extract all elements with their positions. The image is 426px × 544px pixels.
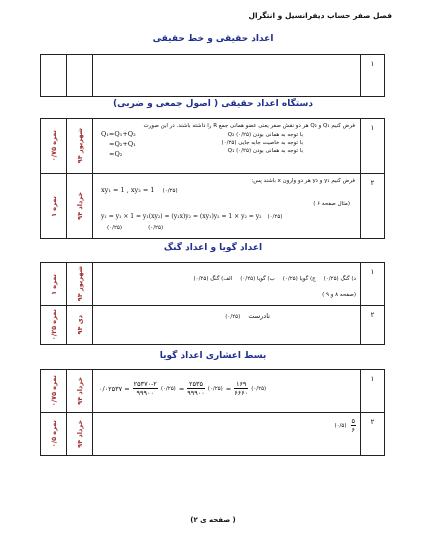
answer-cell: [93, 174, 361, 239]
list-item: الف) گنگ (۰/۲۵): [193, 276, 233, 282]
exam-date: خرداد ۹۴: [75, 420, 84, 448]
answer-intro: فرض کنیم Q₁ و Q₂ هر دو نقش صفر یعنی عضو همانی جمع R را داشته باشند. در این صورت: [143, 123, 355, 129]
question-number: ۱: [361, 263, 385, 306]
equation-line: y₁ = y₁ × 1 = y₁(xy₂) = (y₁x)y₂ = (xy₁)y₂ = 1 × y₂ = y₂: [101, 213, 262, 220]
points-label: (۰/۲۵): [107, 225, 123, 231]
sub-points: [107, 222, 163, 233]
points-label: (۰/۲۵): [236, 132, 252, 138]
score-label: ۰/۷۵ نمره: [49, 130, 58, 162]
points-label: (۰/۲۵): [162, 188, 178, 194]
date-cell: [67, 119, 93, 174]
date-cell: [67, 306, 93, 345]
exam-date: دی ۹۴: [75, 315, 84, 335]
list-item: د) گنگ (۰/۲۵): [323, 276, 356, 282]
question-table-3: [40, 262, 385, 345]
points-label: (۰/۲۵): [221, 140, 237, 146]
date-cell: [67, 370, 93, 413]
list-item: ب) گویا (۰/۲۵): [240, 276, 275, 282]
reason-text: با توجه به خاصیت جابه جایی: [238, 140, 303, 146]
date-cell: [67, 55, 93, 97]
question-number: ۲: [361, 306, 385, 345]
exam-date: شهریور ۹۴: [75, 128, 84, 164]
date-cell: [67, 174, 93, 239]
justifications: [163, 131, 303, 155]
decimal-conversion: ۰/۰۲۵۳۷ = $\frac{۲۵۳۷۰-۲}{۹۹۹۰۰}$ (۰/۲۵) = $\frac{۲۵۳۵}{۹۹۹۰۰}$ (۰/۲۵) = $\frac{۱۶۹}{۶۶۶۰}$ (۰/۲۵): [99, 380, 267, 397]
chapter-title: فصل صفر حساب دیفرانسیل و انتگرال: [248, 11, 392, 20]
question-number: ۱: [361, 119, 385, 174]
score-cell: [41, 413, 67, 456]
page-reference: (صفحه ۸ و ۹ ): [322, 292, 356, 298]
points-label: (۰/۲۵): [236, 148, 252, 154]
answer-cell: [93, 263, 361, 306]
fraction: $\frac{۲۵۳۷۰-۲}{۹۹۹۰۰}$: [133, 380, 157, 397]
fraction-answer: [334, 417, 356, 434]
fraction: $\frac{۱۶۹}{۶۶۶۰}$: [234, 380, 249, 397]
question-number: ۱: [361, 370, 385, 413]
example-reference: (مثال صفحه ۶ ): [313, 201, 350, 207]
exam-date: خرداد ۹۴: [75, 192, 84, 220]
equation-line: xy₁ = 1 , xy₂ = 1: [101, 186, 155, 194]
reason-text: با توجه به همانی بودن Q₂: [227, 132, 303, 138]
date-cell: [67, 413, 93, 456]
question-number: ۲: [361, 174, 385, 239]
equation-line: =Q₂+Q₁: [109, 140, 136, 148]
answer-cell: [93, 413, 361, 456]
score-cell: [41, 55, 67, 97]
answer-intro: فرض کنیم y₁ و y₂ هر دو وارون x باشند پس:: [251, 178, 355, 184]
fraction: $\frac{۵}{۶}$: [351, 417, 355, 434]
score-cell: [41, 263, 67, 306]
section-title-rational-irrational: اعداد گویا و اعداد گنگ: [163, 243, 263, 253]
exam-date: خرداد ۹۴: [75, 377, 84, 405]
points-label: (۰/۲۵): [225, 314, 241, 320]
answer-cell: [93, 306, 361, 345]
score-cell: [41, 119, 67, 174]
page-footer: ( صفحه ی ۲): [190, 516, 236, 524]
points-label: (۰/۲۵): [267, 214, 283, 220]
score-cell: [41, 370, 67, 413]
reason-text: با توجه به همانی بودن Q₁: [227, 148, 303, 154]
section-title-real-numbers: اعداد حقیقی و خط حقیقی: [152, 34, 274, 44]
equation-line: Q₁=Q₁+Q₂: [101, 130, 136, 138]
points-label: (۰/۲۵): [251, 385, 267, 392]
date-cell: [67, 263, 93, 306]
decimal-value: ۰/۰۲۵۳۷ =: [99, 384, 130, 393]
list-item: ج) گویا (۰/۲۵): [282, 276, 316, 282]
score-label: ۰/۵ نمره: [49, 420, 58, 448]
points-label: (۰/۵): [334, 422, 347, 429]
question-number: ۲: [361, 413, 385, 456]
true-false-answer: نادرست (۰/۲۵): [225, 312, 270, 320]
exam-date: شهریور ۹۴: [75, 266, 84, 302]
score-label: ۰/۷۵ نمره: [49, 375, 58, 407]
equation-line: =Q₂: [109, 150, 123, 158]
item-list: [193, 275, 356, 283]
answer-cell: [93, 55, 361, 97]
points-label: (۰/۲۵): [207, 385, 223, 392]
answer-cell: [93, 119, 361, 174]
score-cell: [41, 174, 67, 239]
proof-equations: [101, 129, 136, 159]
inverse-equation-main: [101, 212, 282, 222]
fraction: $\frac{۲۵۳۵}{۹۹۹۰۰}$: [187, 380, 205, 397]
section-title-decimal-expansion: بسط اعشاری اعداد گویا: [159, 351, 267, 361]
points-label: (۰/۲۵): [160, 385, 176, 392]
question-number: ۱: [361, 55, 385, 97]
section-title-axioms: دستگاه اعداد حقیقی ( اصول جمعی و ضربی): [113, 99, 313, 109]
question-table-2: [40, 118, 385, 239]
score-label: ۱ نمره: [49, 195, 58, 217]
answer-cell: [93, 370, 361, 413]
score-cell: [41, 306, 67, 345]
points-label: (۰/۲۵): [148, 225, 164, 231]
question-table-1: [40, 54, 385, 97]
inverse-equation-top: [101, 185, 178, 196]
score-label: ۰/۲۵ نمره: [49, 309, 58, 341]
question-table-4: [40, 369, 385, 456]
score-label: ۱ نمره: [49, 273, 58, 295]
